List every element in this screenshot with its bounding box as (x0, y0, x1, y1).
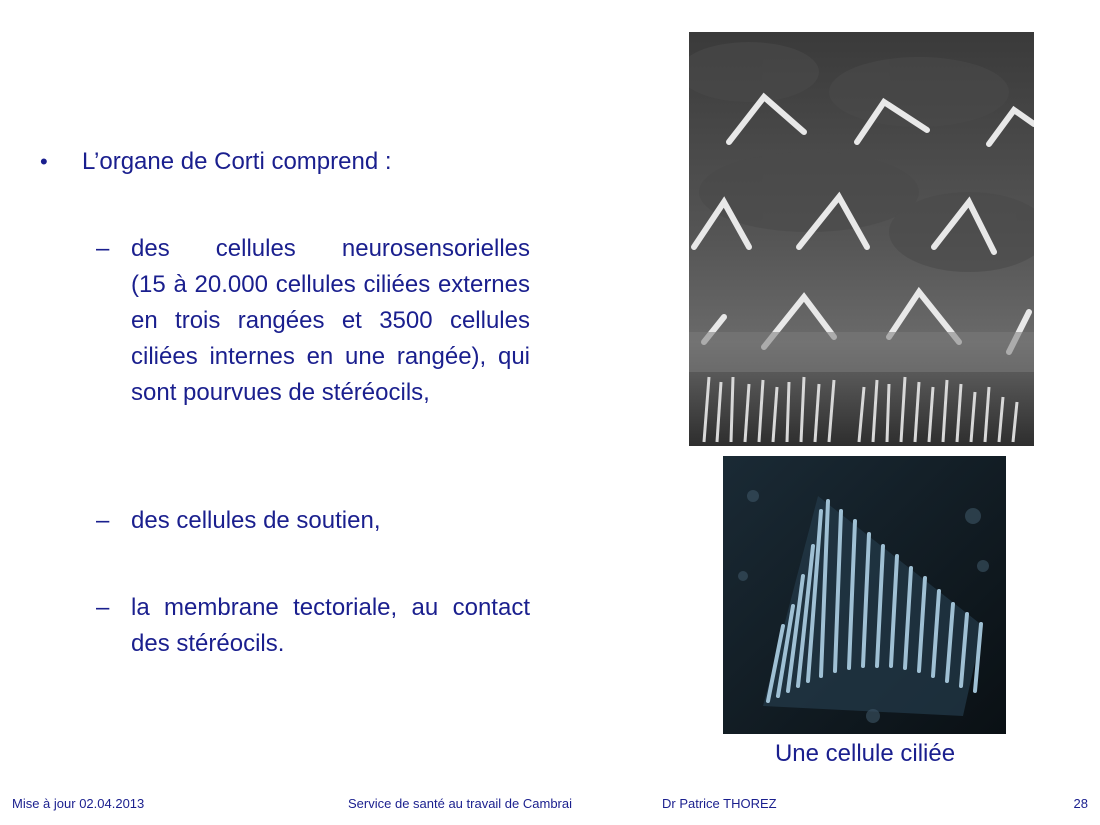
micrograph-organ-of-corti (689, 32, 1034, 446)
page-number: 28 (1073, 796, 1088, 811)
footer-updated: Mise à jour 02.04.2013 (12, 796, 145, 811)
figure-caption: Une cellule ciliée (774, 740, 956, 767)
sub-bullet-line: (15 à 20.000 cellules ciliées externes en trois rangées et 3500 cellules ciliées internes en une rangée), qui sont pourvues de stéréocils, (131, 271, 530, 406)
sub-bullet-membrane (96, 590, 530, 670)
sub-bullet-neurosensory (96, 231, 530, 451)
sub-bullet-line: des cellules neurosensorielles (131, 235, 530, 262)
dash-glyph: – (96, 507, 110, 534)
footer-service: Service de santé au travail de Cambrai (348, 796, 573, 811)
main-bullet-text: L’organe de Corti comprend : (82, 148, 392, 175)
bullet-glyph: • (40, 149, 48, 174)
footer-author: Dr Patrice THOREZ (662, 796, 777, 811)
sub-bullet-text (131, 231, 530, 411)
sub-bullet-support (96, 503, 530, 543)
micrograph-ciliated-cell (723, 456, 1006, 734)
sub-bullet-text: des cellules de soutien, (131, 507, 381, 534)
sub-bullet-text: la membrane tectoriale, au contact des stéréocils. (131, 594, 530, 657)
dash-glyph: – (96, 235, 110, 262)
dash-glyph: – (96, 594, 110, 621)
